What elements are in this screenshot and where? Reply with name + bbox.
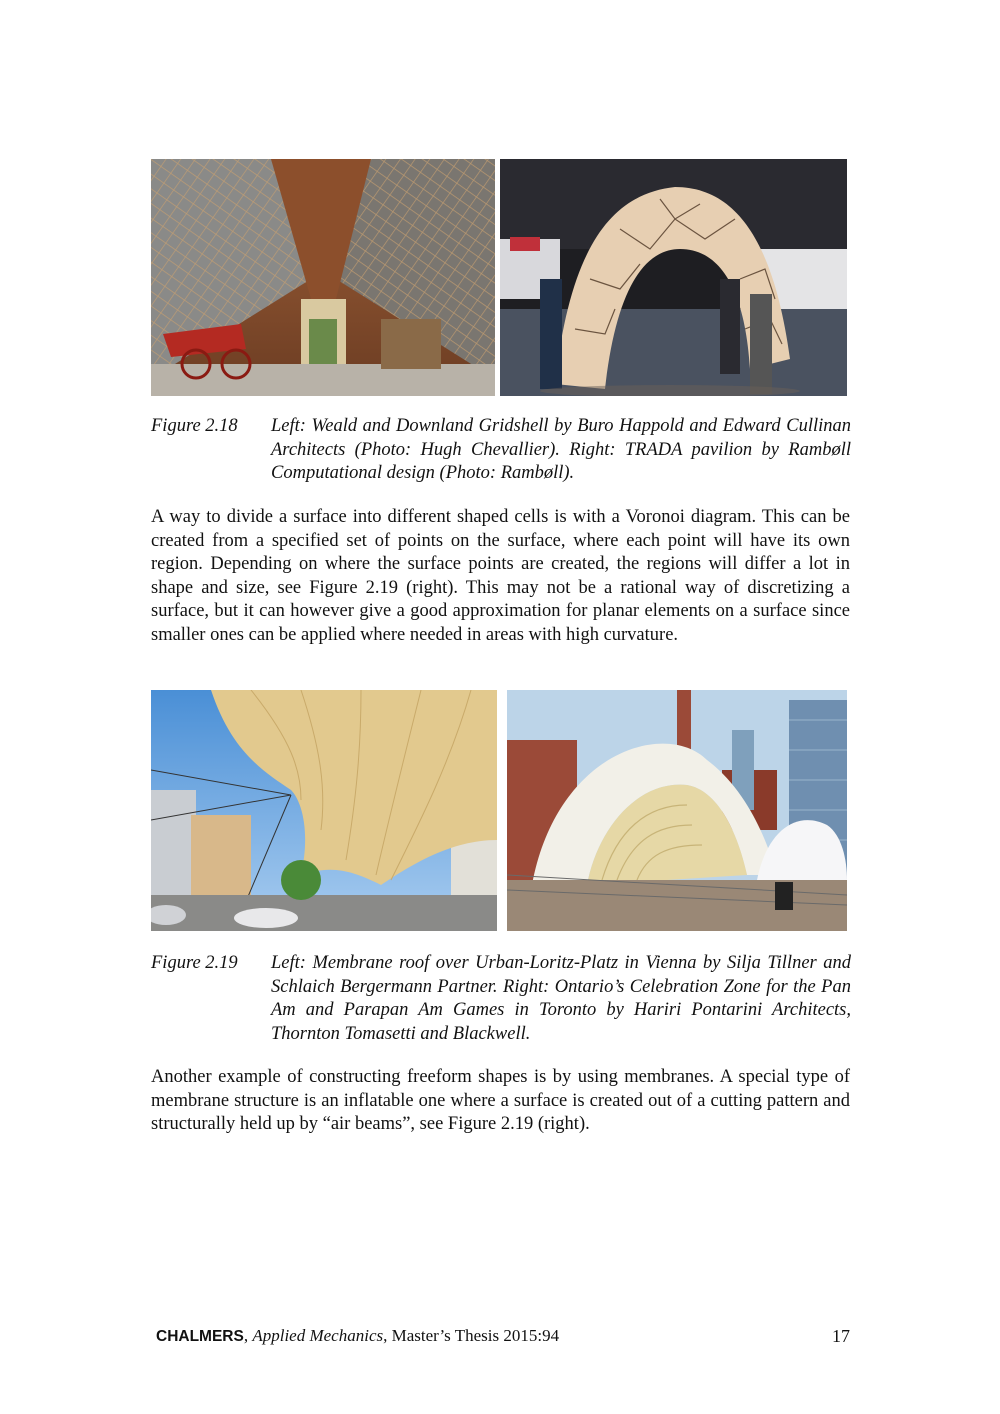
body-paragraph: A way to divide a surface into different shaped cells is with a Voronoi diagram. This can be created from a specified set of points on the surface, where each point will have its own region. Depending on where the surface points are created, the regions will differ a lot in shape and size, see Figure 2.19 (right). This may not be a rational way of discretizing a surface, but it can however give a good approximation for planar elements on a surface since smaller ones can be applied where needed in areas with high curvature. <box>151 507 850 645</box>
gridshell-photo <box>151 159 495 396</box>
page-number: 17 <box>832 1326 850 1346</box>
figure-2-19-caption <box>151 952 851 1046</box>
body-paragraph: Another example of constructing freeform shapes is by using membranes. A special type of membrane structure is an inflatable one where a surface is created out of a cutting pattern and structurally held up by “air beams”, see Figure 2.19 (right). <box>151 1067 850 1134</box>
trada-pavilion-photo <box>500 159 847 396</box>
footer-dept: Applied Mechanics <box>252 1326 384 1345</box>
footer-org: CHALMERS <box>156 1328 244 1345</box>
membrane-roof-photo <box>151 690 497 931</box>
page-footer: CHALMERS, Applied Mechanics, Master’s Thesis 2015:94 17 <box>156 1326 850 1346</box>
caption-text: Left: Membrane roof over Urban-Loritz-Platz in Vienna by Silja Tillner and Schlaich Bergermann Partner. Right: Ontario’s Celebration Zone for the Pan Am and Parapan Am Games in Toronto by Hariri Pontarini Architects, Thornton Tomasetti and Blackwell. <box>271 953 851 1044</box>
figure-2-18-caption <box>151 415 851 486</box>
figure-label: Figure 2.19 <box>151 953 238 973</box>
figure-label: Figure 2.18 <box>151 416 238 436</box>
caption-text: Left: Weald and Downland Gridshell by Buro Happold and Edward Cullinan Architects (Photo: Hugh Chevallier). Right: TRADA pavilion by Rambøll Computational design (Photo: Rambøll). <box>271 416 851 483</box>
footer-thesis: Master’s Thesis 2015:94 <box>391 1326 560 1345</box>
inflatable-structure-photo <box>507 690 847 931</box>
